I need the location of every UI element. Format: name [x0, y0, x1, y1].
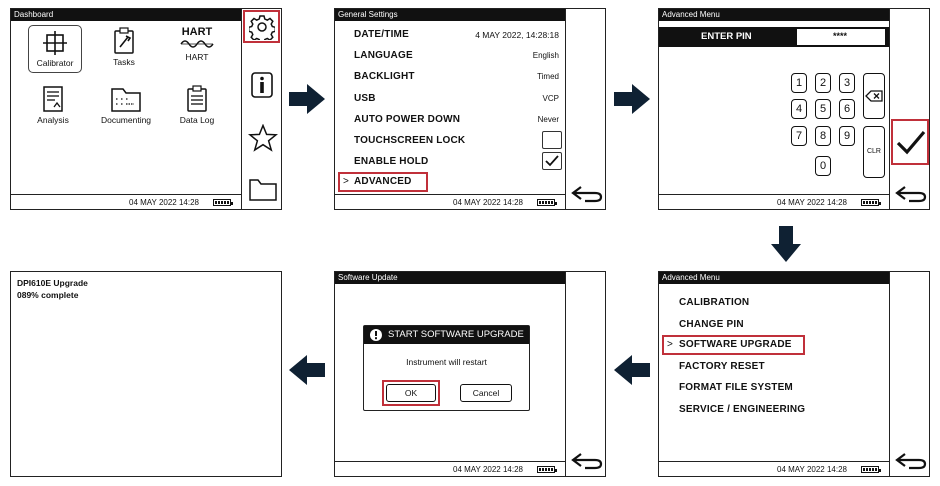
change-pin-item[interactable]: CHANGE PIN	[679, 319, 744, 330]
key-4[interactable]: 4	[791, 99, 807, 119]
key-1[interactable]: 1	[791, 73, 807, 93]
datalog-label: Data Log	[179, 115, 215, 125]
upgrade-title: DPI610E Upgrade	[17, 278, 88, 288]
datetime-label[interactable]: DATE/TIME	[354, 29, 409, 40]
folder-icon[interactable]	[249, 177, 277, 201]
backlight-label[interactable]: BACKLIGHT	[354, 71, 415, 82]
datetime-value: 4 MAY 2022, 14:28:18	[475, 30, 559, 40]
documenting-tile[interactable]	[95, 87, 157, 129]
format-file-system-item[interactable]: FORMAT FILE SYSTEM	[679, 382, 793, 393]
upgrade-progress-screen	[10, 271, 282, 477]
tasks-icon	[112, 27, 136, 55]
service-engineering-item[interactable]: SERVICE / ENGINEERING	[679, 404, 806, 415]
advanced-menu-screen	[658, 271, 930, 477]
general-settings-screen	[334, 8, 606, 210]
analysis-label: Analysis	[37, 115, 69, 125]
back-arrow-icon[interactable]	[571, 452, 603, 470]
language-label[interactable]: LANGUAGE	[354, 50, 413, 61]
back-arrow-icon[interactable]	[895, 185, 927, 203]
tasks-tile[interactable]	[104, 27, 144, 71]
enable-hold-label[interactable]: ENABLE HOLD	[354, 156, 429, 167]
gear-icon[interactable]	[249, 14, 275, 40]
status-bar	[11, 194, 241, 209]
enable-hold-checkbox[interactable]	[542, 152, 562, 170]
status-bar	[659, 194, 889, 209]
alert-icon	[369, 328, 383, 342]
clear-key[interactable]	[863, 126, 885, 178]
status-datetime: 04 MAY 2022 14:28	[777, 465, 847, 474]
battery-icon	[861, 199, 879, 206]
datalog-tile[interactable]	[174, 85, 220, 129]
documenting-label: Documenting	[100, 115, 152, 125]
dashboard-title: Dashboard	[11, 9, 244, 21]
arrow-left-icon	[614, 355, 650, 385]
backspace-key[interactable]	[863, 73, 885, 119]
factory-reset-item[interactable]: FACTORY RESET	[679, 361, 765, 372]
advanced-menu-title: Advanced Menu	[659, 9, 892, 21]
software-update-title: Software Update	[335, 272, 568, 284]
dialog-header	[364, 326, 529, 344]
touchscreen-lock-checkbox[interactable]	[542, 131, 562, 149]
tasks-label: Tasks	[113, 57, 135, 67]
star-icon[interactable]	[248, 124, 278, 152]
key-6[interactable]: 6	[839, 99, 855, 119]
software-update-screen	[334, 271, 606, 477]
backspace-icon	[865, 90, 883, 102]
back-arrow-icon[interactable]	[895, 452, 927, 470]
sidebar	[241, 9, 282, 209]
battery-icon	[861, 466, 879, 473]
software-upgrade-chevron: >	[667, 339, 673, 350]
key-3[interactable]: 3	[839, 73, 855, 93]
arrow-right-icon	[614, 84, 650, 114]
dashboard-screen	[10, 8, 282, 210]
calibrator-label: Calibrator	[36, 58, 74, 68]
documenting-icon	[110, 87, 142, 113]
analysis-icon	[41, 85, 65, 113]
key-5[interactable]: 5	[815, 99, 831, 119]
hart-tile[interactable]	[174, 27, 220, 71]
arrow-left-icon	[289, 355, 325, 385]
key-7[interactable]: 7	[791, 126, 807, 146]
advanced-menu-title: Advanced Menu	[659, 272, 892, 284]
status-datetime: 04 MAY 2022 14:28	[777, 198, 847, 207]
analysis-tile[interactable]	[31, 85, 75, 129]
usb-label[interactable]: USB	[354, 93, 376, 104]
status-datetime: 04 MAY 2022 14:28	[453, 198, 523, 207]
battery-icon	[537, 199, 555, 206]
status-datetime: 04 MAY 2022 14:28	[453, 465, 523, 474]
arrow-right-icon	[289, 84, 325, 114]
sidebar	[889, 9, 930, 209]
battery-icon	[537, 466, 555, 473]
dialog-title: START SOFTWARE UPGRADE	[388, 329, 524, 340]
sidebar	[889, 272, 930, 476]
enter-pin-label: ENTER PIN	[701, 31, 752, 42]
status-bar	[335, 194, 565, 209]
touchscreen-lock-label[interactable]: TOUCHSCREEN LOCK	[354, 135, 466, 146]
auto-power-down-value: Never	[537, 115, 559, 124]
upgrade-progress-text: 089% complete	[17, 290, 79, 300]
checkmark-icon[interactable]	[896, 129, 926, 155]
language-value: English	[532, 51, 559, 60]
dialog-message: Instrument will restart	[406, 357, 487, 367]
upgrade-dialog	[363, 325, 530, 411]
key-8[interactable]: 8	[815, 126, 831, 146]
status-bar	[335, 461, 565, 476]
ok-button[interactable]: OK	[386, 384, 436, 402]
pin-input[interactable]	[797, 29, 885, 45]
enter-pin-screen	[658, 8, 930, 210]
status-bar	[659, 461, 889, 476]
key-9[interactable]: 9	[839, 126, 855, 146]
advanced-chevron: >	[343, 176, 349, 187]
backlight-value: Timed	[537, 72, 559, 81]
usb-value: VCP	[542, 94, 559, 103]
hart-label: HART	[185, 52, 209, 62]
cancel-button[interactable]: Cancel	[460, 384, 512, 402]
general-settings-title: General Settings	[335, 9, 568, 21]
crosshair-icon	[42, 30, 68, 56]
calibration-item[interactable]: CALIBRATION	[679, 297, 750, 308]
advanced-label[interactable]: ADVANCED	[354, 176, 412, 187]
checkmark-icon	[543, 153, 561, 169]
info-icon[interactable]	[251, 72, 273, 98]
clear-key-label: CLR	[866, 148, 881, 155]
wave-icon	[180, 38, 214, 50]
datalog-icon	[185, 85, 209, 113]
calibrator-tile[interactable]	[28, 25, 82, 73]
software-upgrade-item[interactable]: SOFTWARE UPGRADE	[679, 339, 792, 350]
pin-value: ****	[833, 31, 848, 41]
sidebar	[565, 9, 606, 209]
sidebar	[565, 272, 606, 476]
arrow-down-icon	[771, 226, 801, 262]
key-0[interactable]: 0	[815, 156, 831, 176]
status-datetime: 04 MAY 2022 14:28	[129, 198, 199, 207]
back-arrow-icon[interactable]	[571, 185, 603, 203]
enter-pin-bar	[659, 27, 889, 47]
key-2[interactable]: 2	[815, 73, 831, 93]
auto-power-down-label[interactable]: AUTO POWER DOWN	[354, 114, 461, 125]
battery-icon	[213, 199, 231, 206]
hart-logo: HART	[181, 26, 213, 38]
